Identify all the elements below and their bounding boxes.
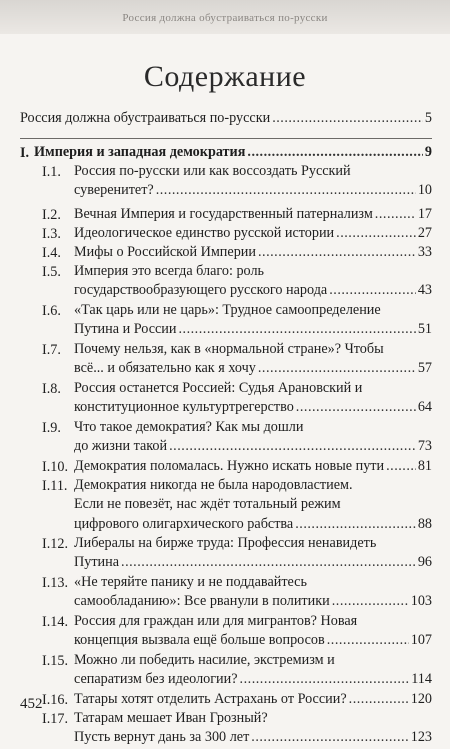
toc-page-number: 17 <box>417 206 432 222</box>
toc-entry-line-last[interactable] <box>74 244 432 263</box>
toc-entry-line[interactable] <box>74 613 357 632</box>
toc-entry-title: Если не повезёт, нас ждёт тотальный режим <box>74 496 341 513</box>
toc-entry-number: I.13. <box>42 575 69 591</box>
toc-entry-line[interactable] <box>74 574 307 593</box>
toc-entry-line[interactable] <box>74 535 376 554</box>
toc-entry-title: Либералы на бирже труда: Профессия ненавидеть <box>74 535 377 551</box>
toc-entry-number: I.14. <box>42 614 69 630</box>
toc-page-number: 103 <box>410 593 432 610</box>
toc-entry-number: I.16. <box>42 692 69 708</box>
toc-entry-title: Империя и западная демократия <box>34 144 246 160</box>
toc-entry-title: Россия по-русски или как воссоздать Русский <box>74 163 351 179</box>
toc-page-number: 64 <box>417 399 432 416</box>
toc-entry-line[interactable] <box>74 263 264 282</box>
toc-page-number: 81 <box>417 458 432 474</box>
dot-leader <box>295 516 416 533</box>
dot-leader <box>258 244 416 261</box>
toc-entry-line[interactable] <box>74 652 335 671</box>
toc-page-number: 73 <box>417 438 432 455</box>
toc-entry-line[interactable] <box>74 163 351 182</box>
toc-entry-line-last[interactable] <box>74 438 432 457</box>
dot-leader <box>327 632 409 649</box>
toc-entry-number: I.7. <box>42 342 61 358</box>
dot-leader <box>178 321 415 338</box>
dot-leader <box>258 360 416 377</box>
toc-entry-line-last[interactable] <box>74 225 432 244</box>
toc-entry-number: I.1. <box>42 164 61 180</box>
toc-entry-line-last[interactable] <box>74 516 432 535</box>
toc-entry-title: Россия останется Россией: Судья Арановский и <box>74 380 363 396</box>
toc-entry-title: государствообразующего русского народа <box>74 282 328 299</box>
dot-leader <box>332 593 409 610</box>
toc-entry-title: сепаратизм без идеологии? <box>74 671 238 688</box>
toc-entry-title: суверенитет? <box>74 182 154 199</box>
toc-entry-line-last[interactable] <box>20 110 432 129</box>
toc-entry-line[interactable] <box>74 302 381 321</box>
toc-entry-title: конституционное культуртрегерство <box>74 399 294 416</box>
toc-entry-line-last[interactable] <box>34 144 432 163</box>
toc-entry-title: самообладанию»: Все рванули в политики <box>74 593 330 610</box>
toc-entry-line[interactable] <box>74 477 353 496</box>
dot-leader <box>156 182 416 199</box>
toc-entry-line-last[interactable] <box>74 282 432 301</box>
toc-entry-number: I.3. <box>42 226 61 242</box>
dot-leader <box>169 438 416 455</box>
toc-entry-title: Мифы о Российской Империи <box>74 244 256 260</box>
toc-entry-line-last[interactable] <box>74 554 432 573</box>
toc-page-number: 96 <box>417 554 432 571</box>
toc-entry-title: Демократия никогда не была народовластием. <box>74 477 353 493</box>
dot-leader <box>329 282 416 299</box>
toc-entry-line-last[interactable] <box>74 632 432 651</box>
toc-page-number: 33 <box>417 244 432 260</box>
toc-page-number: 51 <box>417 321 432 338</box>
toc-entry-line-last[interactable] <box>74 399 432 418</box>
toc-page-number: 43 <box>417 282 432 299</box>
toc-page-number: 27 <box>417 225 432 241</box>
toc-entry-number: I.11. <box>42 478 68 494</box>
toc-entry-title: Пусть вернут дань за 300 лет <box>74 729 250 746</box>
toc-entry-line-last[interactable] <box>74 321 432 340</box>
toc-entry-title: Идеологическое единство русской истории <box>74 225 335 241</box>
page-number: 452 <box>20 696 43 712</box>
toc-entry-number: I.15. <box>42 653 69 669</box>
toc-entry-line-last[interactable] <box>74 691 432 710</box>
toc-entry-number: I.17. <box>42 711 69 727</box>
toc-entry-number: I.5. <box>42 264 61 280</box>
dot-leader <box>121 554 416 571</box>
toc-entry-line-last[interactable] <box>74 206 432 225</box>
dot-leader <box>296 399 416 416</box>
toc-entry-title: Демократия поломалась. Нужно искать новые пути <box>74 458 385 474</box>
dot-leader <box>240 671 410 688</box>
toc-page-number: 120 <box>410 691 432 707</box>
page-title: Содержание <box>143 60 307 93</box>
dot-leader <box>349 691 409 708</box>
toc-entry-number: I.10. <box>42 459 69 475</box>
toc-entry-number: I. <box>20 145 30 161</box>
toc-entry-title: всё... и обязательно как я хочу <box>74 360 256 377</box>
toc-entry-number: I.12. <box>42 536 69 552</box>
dot-leader <box>247 144 423 161</box>
dot-leader <box>375 206 416 223</box>
toc-entry-title: «Так царь или не царь»: Трудное самоопределение <box>74 302 381 318</box>
dot-leader <box>251 729 408 746</box>
toc-entry-line[interactable] <box>74 419 303 438</box>
toc-entry-title: Можно ли победить насилие, экстремизм и <box>74 652 335 668</box>
toc-entry-title: Россия для граждан или для мигрантов? Новая <box>74 613 358 629</box>
toc-entry-line[interactable] <box>74 341 384 360</box>
toc-entry-title: Империя это всегда благо: роль <box>74 263 265 279</box>
toc-page-number: 10 <box>417 182 432 199</box>
toc-entry-number: I.2. <box>42 207 61 223</box>
toc-entry-title: Путина и России <box>74 321 177 338</box>
toc-entry-title: Почему нельзя, как в «нормальной стране»? Чтобы <box>74 341 384 357</box>
page-header-strip <box>0 0 450 34</box>
toc-entry-title: цифрового олигархического рабства <box>74 515 294 532</box>
toc-entry-line-last[interactable] <box>74 360 432 379</box>
toc-entry-line-last[interactable] <box>74 729 432 748</box>
toc-page-number: 88 <box>417 515 432 532</box>
toc-page-number: 57 <box>417 360 432 377</box>
dot-leader <box>272 110 423 127</box>
toc-entry-line[interactable] <box>74 710 268 729</box>
running-header: Россия должна обустраиваться по-русски <box>122 12 328 24</box>
toc-entry-title: до жизни такой <box>74 438 168 455</box>
toc-entry-line-last[interactable] <box>74 182 432 201</box>
toc-entry-title: «Не теряйте панику и не поддавайтесь <box>74 574 307 590</box>
toc-entry-number: I.9. <box>42 420 61 436</box>
toc-entry-line-last[interactable] <box>74 671 432 690</box>
dot-leader <box>336 225 416 242</box>
toc-page-number: 9 <box>424 144 432 160</box>
toc-entry-line[interactable] <box>74 496 341 515</box>
toc-entry-title: Что такое демократия? Как мы дошли <box>74 419 304 435</box>
divider-rule <box>20 138 432 139</box>
toc-entry-number: I.8. <box>42 381 61 397</box>
toc-page-number: 5 <box>424 110 432 126</box>
toc-entry-number: I.4. <box>42 245 61 261</box>
toc-entry-title: Вечная Империя и государственный патернализм <box>74 206 373 222</box>
toc-page-number: 107 <box>410 632 432 649</box>
toc-entry-title: Путина <box>74 554 120 571</box>
dot-leader <box>386 458 416 475</box>
toc-entry-title: концепция вызвала ещё больше вопросов <box>74 632 325 649</box>
toc-page-number: 114 <box>411 671 432 688</box>
toc-page-number: 123 <box>410 729 432 746</box>
toc-entry-line-last[interactable] <box>74 593 432 612</box>
toc-entry-title: Россия должна обустраиваться по-русски <box>20 110 271 126</box>
toc-entry-line[interactable] <box>74 380 362 399</box>
toc-entry-line-last[interactable] <box>74 458 432 477</box>
toc-entry-number: I.6. <box>42 303 61 319</box>
toc-entry-title: Татары хотят отделить Астрахань от России? <box>74 691 347 707</box>
toc-entry-title: Татарам мешает Иван Грозный? <box>74 710 268 726</box>
